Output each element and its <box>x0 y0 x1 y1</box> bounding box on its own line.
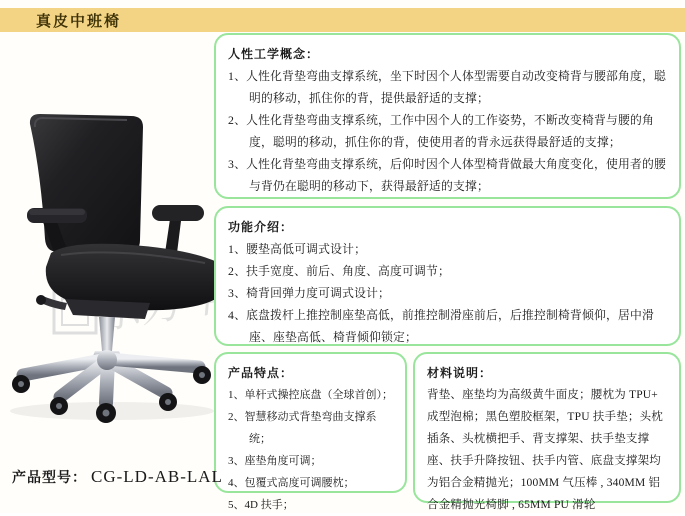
features-item: 3、椅背回弹力度可调式设计； <box>228 286 391 300</box>
features-item: 2、扶手宽度、前后、角度、高度可调节； <box>228 264 451 278</box>
points-box <box>214 352 407 511</box>
ergonomics-title: 人性工学概念： <box>228 47 320 61</box>
ergonomics-item: 2、人性化背垫弯曲支撑系统，工作中因个人的工作姿势，不断改变椅背与腰的角度，聪明的移动，抓住你的背，使使用者的背永远获得最舒适的支撑； <box>228 113 654 149</box>
chair-base-hub <box>97 350 117 370</box>
materials-paragraph: 背垫、座垫均为高级黄牛面皮；腰枕为 TPU+ 成型泡棉；黑色塑胶框架，TPU 扶手垫；头枕插条、头枕横把手、背支撑架、扶手垫支撑座、扶手升降按钮、扶手内管、底盘支撑架均为铝合金精抛光；100MM 气压棒 , 340MM 铝合金精抛光椅脚 , 65MM PU 滑轮 <box>427 389 663 511</box>
materials-title: 材料说明： <box>427 366 493 380</box>
model-label: 产品型号： <box>12 471 87 486</box>
model-row <box>12 464 223 490</box>
chair-armrest-right-support <box>165 219 181 253</box>
points-title: 产品特点： <box>228 366 294 380</box>
chair-backrest <box>30 114 143 254</box>
points-item: 4、包覆式高度可调腰枕； <box>228 477 355 489</box>
materials-box <box>413 352 681 511</box>
points-item: 3、座垫角度可调； <box>228 455 322 467</box>
model-value: CG-LD-AB-LAL <box>91 467 223 486</box>
features-item: 1、腰垫高低可调式设计； <box>228 242 367 256</box>
features-box <box>214 206 681 346</box>
chair-gas-lift <box>99 317 115 351</box>
ergonomics-box <box>214 33 681 199</box>
title-bar <box>0 8 685 32</box>
ergonomics-item: 3、人性化背垫弯曲支撑系统，后仰时因个人体型椅背做最大角度变化，使用者的腰与背仍在聪明的移动下，获得最舒适的支撑； <box>228 157 666 193</box>
chair-photo <box>5 103 240 468</box>
chair-armrest-right-pad <box>152 205 204 221</box>
points-item: 1、单杆式操控底盘（全球首创）； <box>228 389 393 401</box>
points-item: 2、智慧移动式背垫弯曲支撑系统； <box>228 411 377 445</box>
features-title: 功能介绍： <box>228 220 294 234</box>
features-item: 4、底盘拨杆上推控制座垫高低，前推控制滑座前后，后推控制椅背倾仰，居中滑座、座垫高低、椅背倾仰锁定； <box>228 308 654 344</box>
ergonomics-item: 1、人性化背垫弯曲支撑系统，坐下时因个人体型需要自动改变椅背与腰部角度，聪明的移动，抓住你的背，提供最舒适的支撑； <box>228 69 666 105</box>
chair-illustration <box>5 103 240 468</box>
points-item: 5、4D 扶手； <box>228 499 294 511</box>
page-title: 真皮中班椅 <box>36 13 122 30</box>
